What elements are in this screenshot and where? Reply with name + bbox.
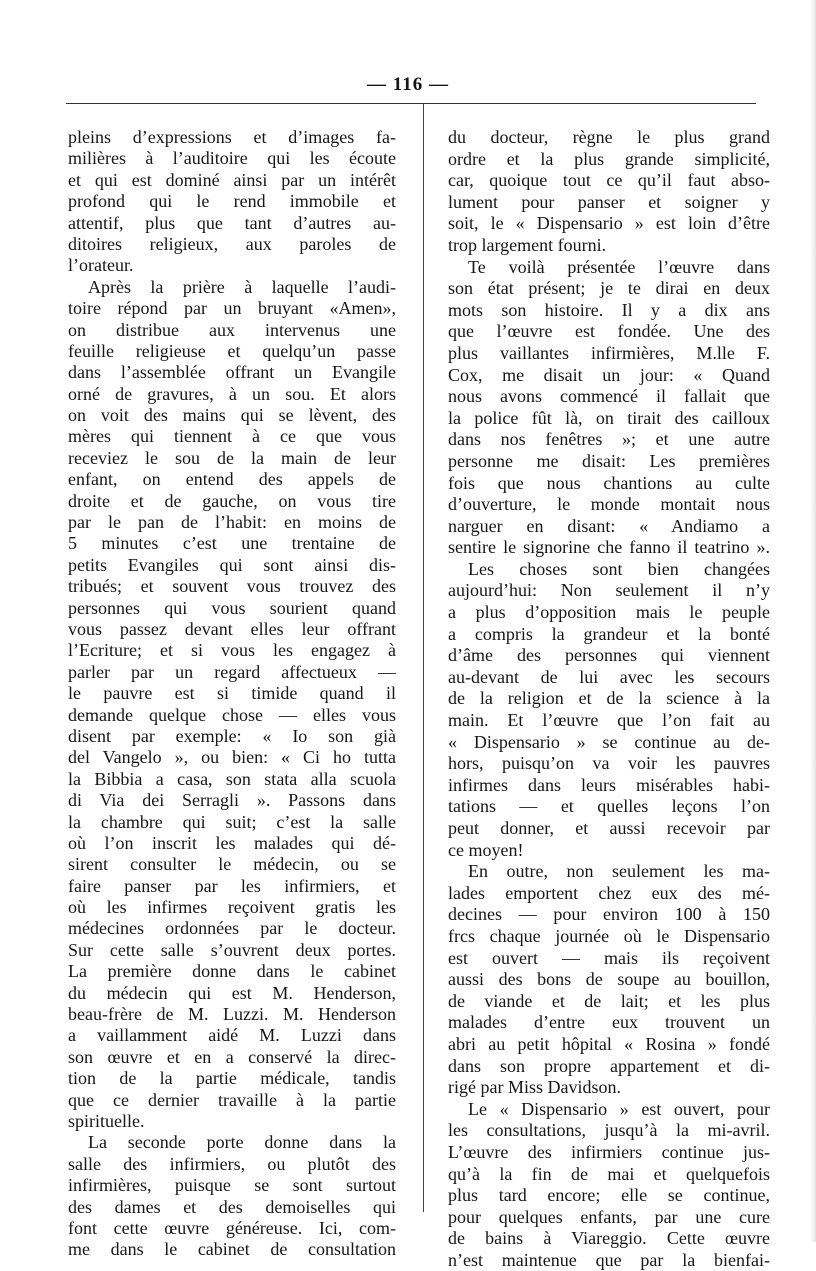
text-line: car, quoique tout ce qu’il faut abso- (448, 170, 770, 191)
text-line: plus tard encore; elle se continue, (448, 1185, 770, 1206)
text-line: son œuvre et en a conservé la direc- (68, 1046, 396, 1067)
text-line: salle des infirmiers, ou plutôt des (68, 1153, 396, 1174)
text-line: on distribue aux intervenus une (68, 319, 396, 340)
text-line: attentif, plus que tant d’autres au- (68, 212, 396, 233)
text-line: Te voilà présentée l’œuvre dans (468, 256, 770, 277)
text-line: personnes qui vous sourient quand (68, 597, 396, 618)
text-line: tion de la partie médicale, tandis (68, 1068, 396, 1089)
text-line: du docteur, règne le plus grand (448, 127, 770, 147)
text-line: du médecin qui est M. Henderson, (68, 982, 396, 1003)
text-line: demande quelque chose — elles vous (68, 704, 396, 725)
text-line: Le « Dispensario » est ouvert, pour (468, 1098, 770, 1119)
text-line: au-devant de lui avec les secours (448, 666, 770, 687)
text-line: tribués; et souvent vous trouvez des (68, 576, 396, 597)
text-line: d’ouverture, le monde montait nous (448, 494, 770, 515)
text-line: aussi des bons de soupe au bouillon, (448, 969, 770, 990)
text-line: personne me disait: Les premières (448, 450, 770, 471)
text-line: lument pour panser et soigner y (448, 191, 770, 212)
text-line: la Bibbia a casa, son stata alla scuola (68, 768, 396, 789)
text-line: font cette œuvre généreuse. Ici, com- (68, 1217, 396, 1238)
text-line: soit, le « Dispensario » est loin d’être (448, 213, 770, 234)
text-line: lades emportent chez eux des mé- (448, 882, 770, 903)
text-line: sirent consulter le médecin, ou se (68, 854, 396, 875)
text-line: dans son propre appartement et di- (448, 1055, 770, 1076)
text-line: Sur cette salle s’ouvrent deux portes. (68, 939, 396, 960)
text-line: que ce dernier travaille à la partie (68, 1089, 396, 1110)
text-line: dans l’assemblée offrant un Evangile (68, 362, 396, 383)
text-line: son état présent; je te dirai en deux (448, 278, 770, 299)
text-line: Cox, me disait un jour: « Quand (448, 364, 770, 385)
text-line: orné de gravures, à un sou. Et alors (68, 383, 396, 404)
text-line: main. Et l’œuvre que l’on fait au (448, 710, 770, 731)
text-line: n’est maintenue que par la bienfai- (448, 1249, 770, 1270)
text-line: faire panser par les infirmiers, et (68, 875, 396, 896)
text-line: hors, puisqu’on va voir les pauvres (448, 753, 770, 774)
text-line: abri au petit hôpital « Rosina » fondé (448, 1033, 770, 1054)
text-line: droite et de gauche, on vous tire (68, 490, 396, 511)
text-line: a plus d’opposition mais le peuple (448, 602, 770, 623)
text-line: peut donner, et aussi recevoir par (448, 818, 770, 838)
text-line: beau-frère de M. Luzzi. M. Henderson (68, 1004, 396, 1025)
text-line: disent par exemple: « Io son già (68, 725, 396, 746)
text-line: malades d’entre eux trouvent un (448, 1012, 770, 1033)
page-edge-shadow (810, 0, 816, 1242)
text-line: La première donne dans le cabinet (68, 961, 396, 982)
text-line: pour quelques enfants, par une cure (448, 1206, 770, 1227)
text-line: de bains à Viareggio. Cette œuvre (448, 1228, 770, 1249)
text-line: on voit des mains qui se lèvent, des (68, 405, 396, 426)
text-line: « Dispensario » se continue au de- (448, 731, 770, 752)
text-line: est ouvert — mais ils reçoivent (448, 947, 770, 968)
text-line: la police fût là, on tirait des cailloux (448, 407, 770, 428)
text-line: sentire le signorine che fanno il teatrino ». (448, 537, 770, 558)
text-line: mères qui tiennent à ce que vous (68, 426, 396, 447)
text-line: del Vangelo », ou bien: « Ci ho tutta (68, 747, 396, 768)
text-line: où l’on inscrit les malades qui dé- (68, 832, 396, 853)
text-line: le pauvre est si timide quand il (68, 683, 396, 704)
text-line: et qui est dominé ainsi par un intérêt (68, 169, 396, 190)
text-line: médecines ordonnées par le docteur. (68, 918, 396, 939)
text-line: me dans le cabinet de consultation (68, 1239, 396, 1260)
text-line: des dames et des demoiselles qui (68, 1196, 396, 1217)
text-line: spirituelle. (68, 1110, 145, 1131)
text-line: receviez le sou de la main de leur (68, 447, 396, 468)
text-line: mots son histoire. Il y a dix ans (448, 299, 770, 320)
text-line: rigé par Miss Davidson. (448, 1077, 621, 1098)
text-line: Les choses sont bien changées (468, 558, 770, 579)
text-line: L’œuvre des infirmiers continue jus- (448, 1141, 770, 1162)
text-line: nous avons commencé il fallait que (448, 386, 770, 407)
text-line: 5 minutes c’est une trentaine de (68, 533, 396, 554)
text-line: feuille religieuse et quelqu’un passe (68, 340, 396, 361)
text-line: petits Evangiles qui sont ainsi dis- (68, 554, 396, 575)
text-line: d’âme des personnes qui viennent (448, 645, 770, 666)
text-line: narguer en disant: « Andiamo a (448, 515, 770, 536)
text-line: a compris la grandeur et la bonté (448, 623, 770, 644)
text-line: frcs chaque journée où le Dispensario (448, 925, 770, 946)
text-line: dans nos fenêtres »; et une autre (448, 429, 770, 450)
text-line: de la religion et de la science à la (448, 688, 770, 709)
text-line: di Via dei Serragli ». Passons dans (68, 790, 396, 811)
text-line: infirmes dans leurs misérables habi- (448, 774, 770, 795)
text-line: trop largement fourni. (448, 234, 607, 255)
header-rule (66, 103, 756, 104)
text-line: vous passez devant elles leur offrant (68, 618, 396, 639)
text-line: enfant, on entend des appels de (68, 469, 396, 490)
column-divider (423, 104, 424, 1212)
text-line: plus vaillantes infirmières, M.lle F. (448, 342, 770, 363)
text-line: a vaillamment aidé M. Luzzi dans (68, 1025, 396, 1046)
text-line: milières à l’auditoire qui les écoute (68, 148, 396, 169)
text-line: pleins d’expressions et d’images fa- (68, 127, 396, 147)
left-column (68, 127, 396, 1261)
text-line: infirmières, puisque se sont surtout (68, 1175, 396, 1196)
text-line: decines — pour environ 100 à 150 (448, 904, 770, 925)
text-line: Après la prière à laquelle l’audi- (88, 276, 396, 297)
text-line: par le pan de l’habit: en moins de (68, 512, 396, 533)
text-line: toire répond par un bruyant «Amen», (68, 298, 396, 319)
text-line: profond qui le rend immobile et (68, 191, 396, 212)
page-number: — 116 — (367, 74, 449, 95)
text-line: que l’œuvre est fondée. Une des (448, 321, 770, 342)
text-line: l’orateur. (68, 255, 134, 276)
text-line: aujourd’hui: Non seulement il n’y (448, 580, 770, 601)
text-line: parler par un regard affectueux — (68, 661, 396, 682)
text-line: les consultations, jusqu’à la mi-avril. (448, 1120, 770, 1141)
text-line: tations — et quelles leçons l’on (448, 796, 770, 817)
text-line: ce moyen! (448, 839, 524, 860)
text-line: de viande et de lait; et les plus (448, 990, 770, 1011)
text-line: fois que nous chantions au culte (448, 472, 770, 493)
text-line: La seconde porte donne dans la (88, 1132, 396, 1153)
text-line: ordre et la plus grande simplicité, (448, 148, 770, 169)
text-line: où les infirmes reçoivent gratis les (68, 897, 396, 918)
text-line: ditoires religieux, aux paroles de (68, 233, 396, 254)
text-line: l’Ecriture; et si vous les engagez à (68, 640, 396, 661)
text-line: qu’à la fin de mai et quelquefois (448, 1163, 770, 1184)
text-line: En outre, non seulement les ma- (468, 861, 770, 882)
right-column (448, 127, 770, 1271)
text-line: la chambre qui suit; c’est la salle (68, 811, 396, 832)
